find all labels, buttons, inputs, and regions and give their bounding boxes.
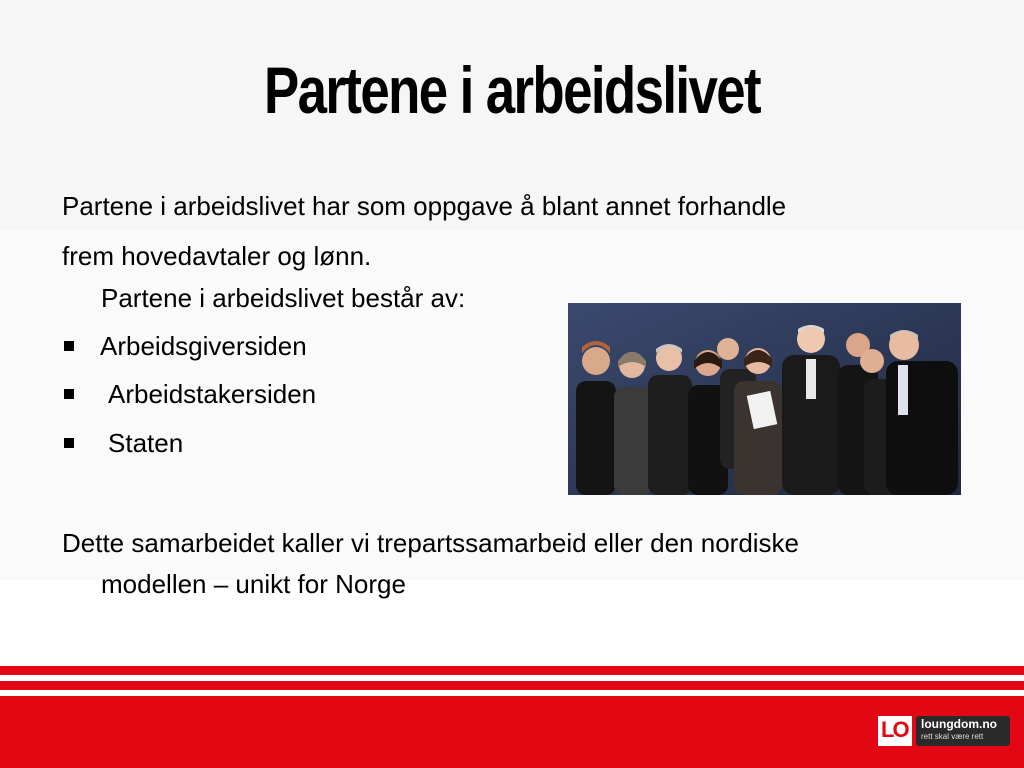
logo-label [916,716,1010,746]
footer-stripe-1 [0,666,1024,675]
intro-line-2: frem hovedavtaler og lønn. [62,241,372,271]
lo-ungdom-logo [876,714,1010,748]
bullet-item [64,427,364,459]
logo-site: loungdom.no [921,717,997,731]
square-bullet-icon [64,389,74,399]
square-bullet-icon [64,341,74,351]
bullet-item [64,330,364,362]
logo-mark-text: LO [881,717,908,742]
lo-mark-icon [876,714,914,748]
conclusion-line-2: modellen – unikt for Norge [101,569,406,599]
group-photo [568,303,961,495]
slide-title: Partene i arbeidslivet [264,53,760,127]
bullet-label: Arbeidsgiversiden [100,331,307,361]
intro-line-1: Partene i arbeidslivet har som oppgave å blant annet forhandle [62,191,787,221]
bullet-label: Staten [108,428,184,458]
conclusion-line-1: Dette samarbeidet kaller vi trepartssamarbeid eller den nordiske [62,528,800,558]
footer-band [0,696,1024,768]
consists-of-line: Partene i arbeidslivet består av: [101,283,466,313]
bullet-label: Arbeidstakersiden [108,379,317,409]
bullet-item [64,378,364,410]
square-bullet-icon [64,438,74,448]
footer-stripe-2 [0,681,1024,690]
logo-slogan: rett skal være rett [921,732,984,741]
